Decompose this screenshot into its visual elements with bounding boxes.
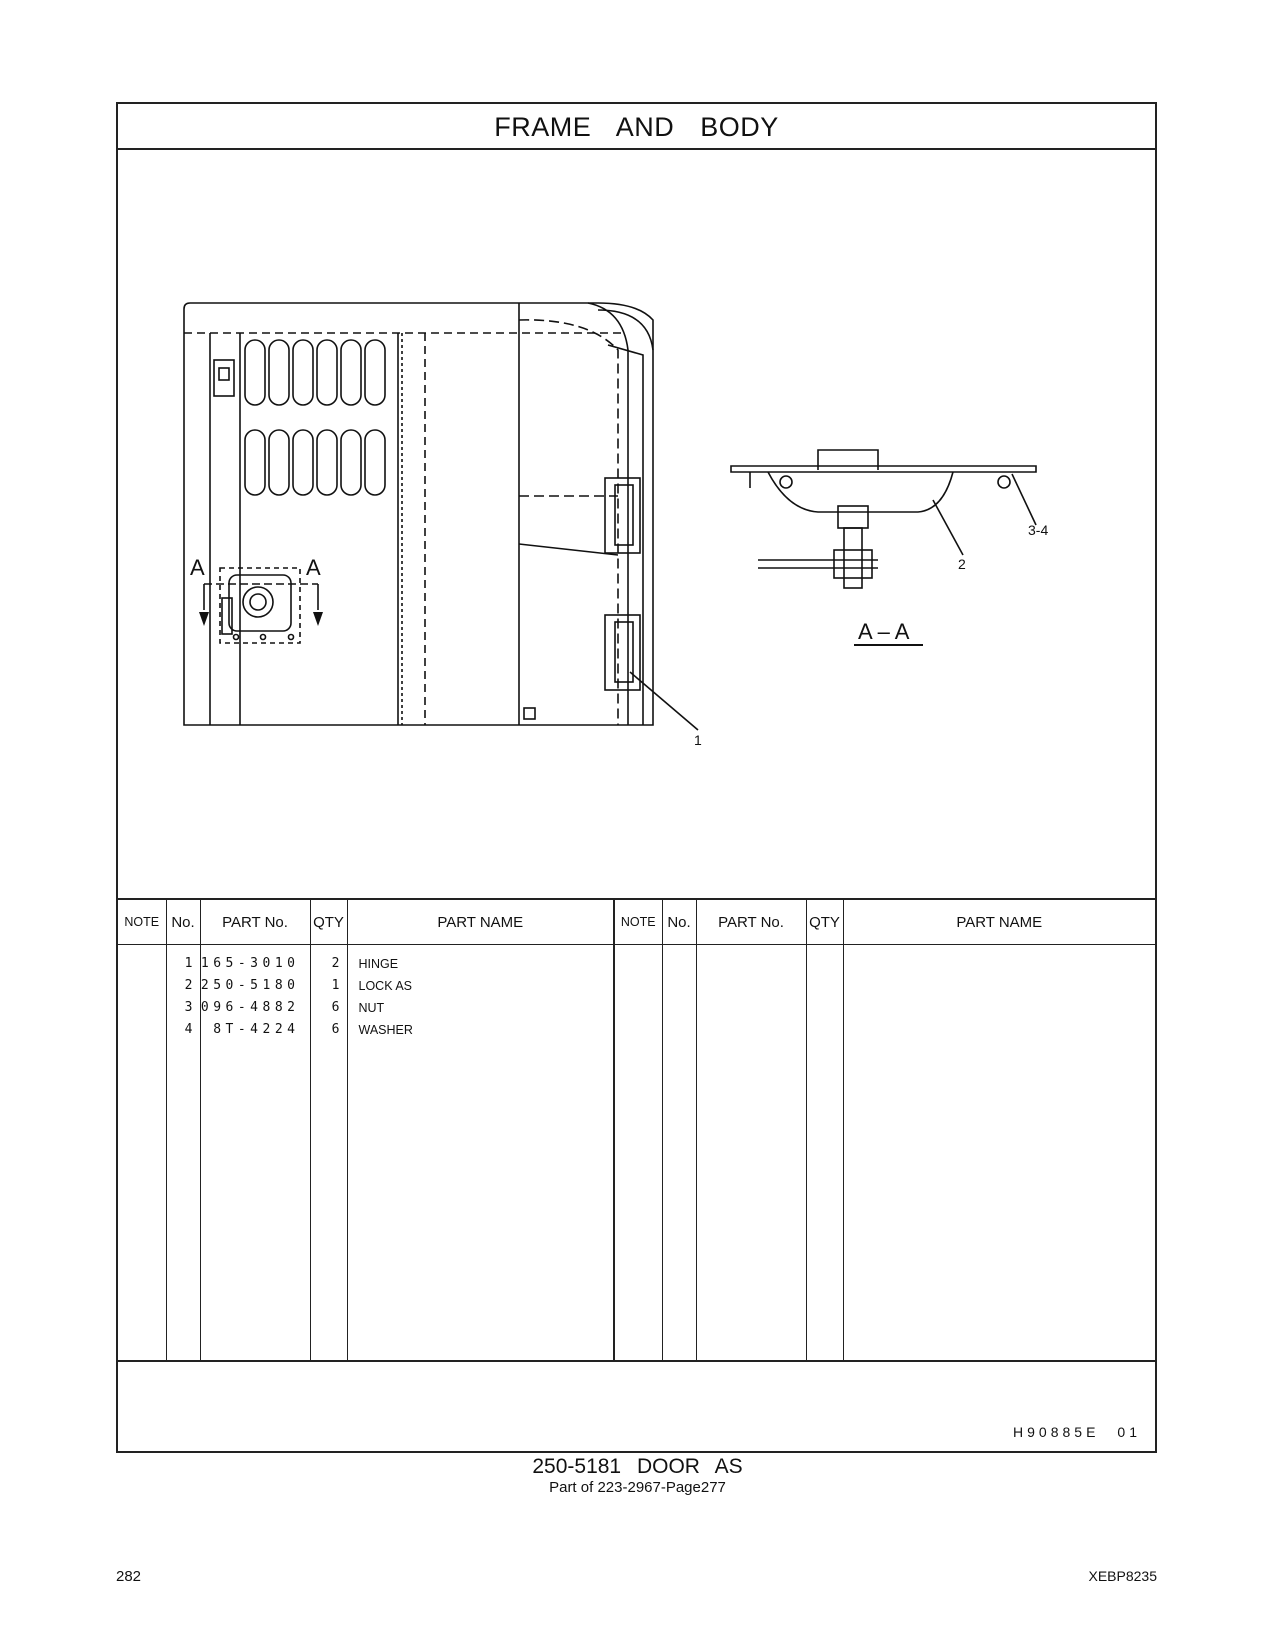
- qty-column-right: [806, 945, 843, 1361]
- vent-slot: [269, 430, 289, 495]
- table-cell-part-name: HINGE: [358, 957, 399, 971]
- vent-slot: [293, 340, 313, 405]
- no-column-right: [662, 945, 696, 1361]
- illustration-rev: 01: [1117, 1424, 1141, 1440]
- vent-slot: [269, 340, 289, 405]
- header-part-no: PART No.: [200, 899, 310, 945]
- callout-2: 2: [958, 556, 966, 572]
- header-qty-right: QTY: [806, 899, 843, 945]
- document-code: XEBP8235: [1088, 1568, 1157, 1584]
- header-no-right: No.: [662, 899, 696, 945]
- vent-slot: [365, 340, 385, 405]
- section-view-label: A – A: [858, 619, 910, 644]
- header-part-name-right: PART NAME: [843, 899, 1155, 945]
- table-cell-part-no: 250-5180: [200, 978, 300, 993]
- no-column: [166, 945, 200, 1361]
- parts-list-table: [118, 898, 1155, 1360]
- table-cell-part-no: 8T-4224: [213, 1022, 300, 1037]
- illustration-reference-box: [118, 1360, 1155, 1451]
- table-cell-part-name: LOCK AS: [358, 979, 412, 993]
- header-part-no-right: PART No.: [696, 899, 806, 945]
- vent-slot: [365, 430, 385, 495]
- table-cell-qty: 6: [331, 1022, 340, 1037]
- table-cell-qty: 1: [331, 978, 340, 993]
- part-no-column: [200, 945, 310, 1361]
- page-number: 282: [116, 1568, 142, 1585]
- header-part-name: PART NAME: [347, 899, 614, 945]
- part-no-column-right: [696, 945, 806, 1361]
- door-illustration: [118, 150, 1155, 898]
- table-cell-no: 2: [184, 978, 193, 993]
- table-cell-qty: 6: [331, 1000, 340, 1015]
- table-cell-qty: 2: [331, 956, 340, 971]
- page-title: FRAME AND BODY: [118, 104, 1155, 150]
- vent-slot: [341, 430, 361, 495]
- table-body-row: [118, 945, 1155, 1361]
- vent-slot: [245, 340, 265, 405]
- header-no: No.: [166, 899, 200, 945]
- table-cell-part-no: 096-4882: [200, 1000, 300, 1015]
- section-label-right: A: [306, 555, 321, 580]
- note-column-right: [614, 945, 662, 1361]
- vent-slot: [293, 430, 313, 495]
- vent-slot: [317, 430, 337, 495]
- exploded-view-figure: [118, 150, 1155, 898]
- header-note-right: NOTE: [614, 899, 662, 945]
- part-name-column: [347, 945, 614, 1361]
- table-cell-no: 4: [184, 1022, 193, 1037]
- vent-slot: [245, 430, 265, 495]
- callout-1: 1: [694, 732, 702, 748]
- part-name-column-right: [843, 945, 1155, 1361]
- table-header-row: [118, 899, 1155, 945]
- table-cell-no: 3: [184, 1000, 193, 1015]
- table-cell-part-name: NUT: [358, 1001, 385, 1015]
- parts-page-frame: [116, 102, 1157, 1453]
- header-note: NOTE: [118, 899, 166, 945]
- table-cell-no: 1: [184, 956, 193, 971]
- note-column: [118, 945, 166, 1361]
- vent-slot: [341, 340, 361, 405]
- callout-3-4: 3-4: [1028, 522, 1049, 538]
- table-cell-part-no: 165-3010: [200, 956, 300, 971]
- vent-slot: [317, 340, 337, 405]
- assembly-caption: 250-5181 DOOR AS: [532, 1455, 743, 1478]
- header-qty: QTY: [310, 899, 347, 945]
- table-cell-part-name: WASHER: [358, 1023, 413, 1037]
- qty-column: [310, 945, 347, 1361]
- assembly-subcaption: Part of 223-2967-Page277: [549, 1479, 726, 1496]
- section-label-left: A: [190, 555, 205, 580]
- illustration-ref-code: H90885E: [1013, 1424, 1100, 1440]
- illustration-reference: [1013, 1424, 1141, 1440]
